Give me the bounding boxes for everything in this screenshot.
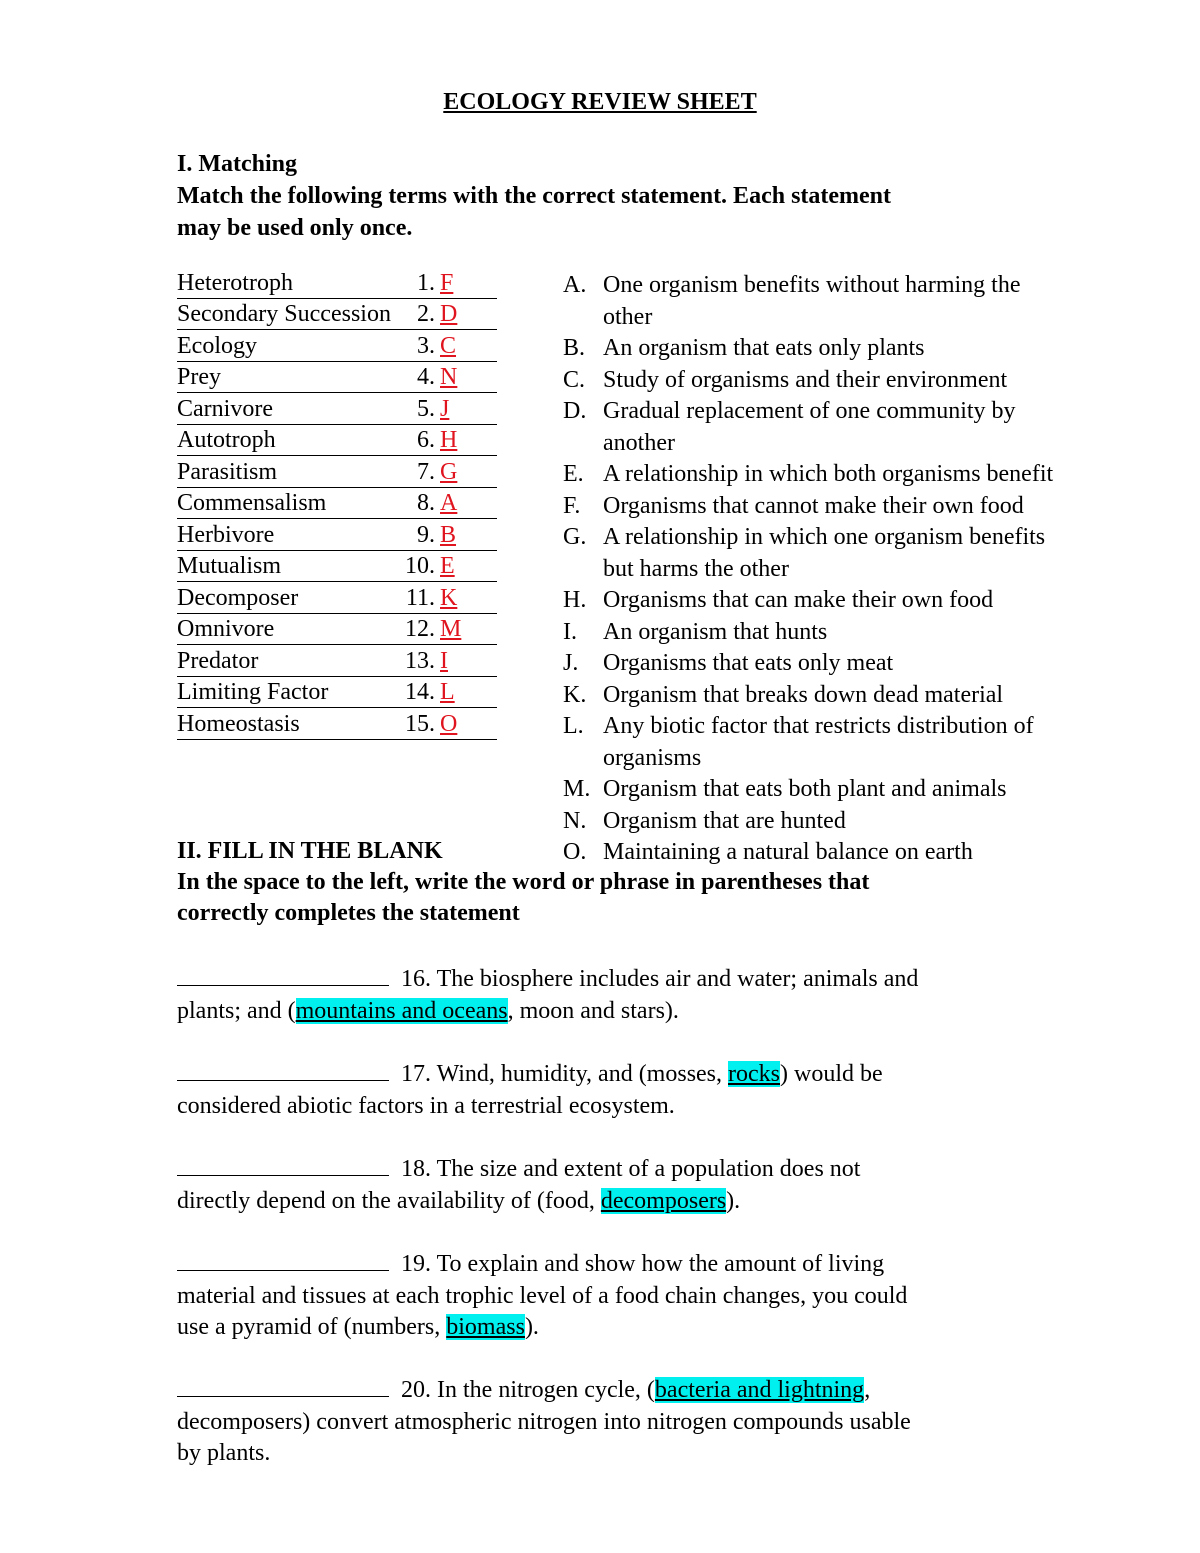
statement-text: An organism that hunts — [603, 618, 828, 645]
term-number: 12. — [405, 616, 435, 642]
term-number: 9. — [417, 522, 435, 548]
term-answer: E — [440, 553, 455, 579]
answer-blank[interactable] — [177, 1151, 389, 1176]
term-label: Secondary Succession — [177, 301, 391, 327]
term-row — [177, 394, 497, 425]
highlighted-answer: bacteria and lightning — [654, 1377, 865, 1403]
question-20 — [177, 1372, 1077, 1470]
question-line — [177, 996, 1077, 1028]
statement-text: Maintaining a natural balance on earth — [603, 839, 973, 865]
matching-instruction-line2: may be used only once. — [177, 215, 413, 241]
term-number: 8. — [417, 490, 435, 516]
term-row — [177, 425, 497, 456]
answer-blank[interactable] — [177, 961, 389, 986]
term-label: Autotroph — [177, 427, 276, 453]
question-text: 17. Wind, humidity, and (mosses, — [401, 1061, 729, 1087]
term-answer: O — [440, 711, 458, 737]
term-label: Carnivore — [177, 396, 273, 422]
question-19 — [177, 1246, 1077, 1344]
term-answer: B — [440, 522, 457, 548]
term-label: Commensalism — [177, 490, 327, 516]
statement-text-cont: but harms the other — [603, 555, 789, 582]
question-line — [177, 1056, 1077, 1091]
question-line — [177, 1151, 1077, 1186]
term-number: 7. — [417, 459, 435, 485]
question-text: 16. The biosphere includes air and water; animals and — [401, 966, 919, 992]
statement-text: A relationship in which one organism benefits — [603, 524, 1046, 550]
question-17 — [177, 1056, 1077, 1122]
term-answer: M — [440, 616, 462, 642]
question-text: ). — [524, 1314, 539, 1340]
question-text: by plants. — [177, 1440, 271, 1466]
term-label: Heterotroph — [177, 270, 293, 296]
statement-text: Organisms that can make their own food — [603, 587, 994, 613]
answer-blank[interactable] — [177, 1056, 389, 1081]
term-answer: G — [440, 459, 458, 485]
term-row — [177, 583, 497, 614]
statement-letter: A. — [563, 272, 587, 298]
term-answer: F — [440, 270, 454, 296]
statement-letter: F. — [563, 492, 581, 519]
term-row — [177, 551, 497, 582]
term-row — [177, 362, 497, 393]
term-answer: D — [440, 301, 458, 327]
question-text: , moon and stars). — [507, 997, 679, 1024]
statement-text: Organism that breaks down dead material — [603, 681, 1004, 708]
term-label: Decomposer — [177, 585, 299, 611]
question-line — [177, 961, 1077, 996]
question-text: decomposers) convert atmospheric nitrogen into nitrogen compounds usable — [177, 1408, 911, 1435]
term-row — [177, 457, 497, 488]
question-line — [177, 1372, 1077, 1407]
statement-letter: E. — [563, 461, 584, 487]
statement-letter: M. — [563, 776, 591, 802]
term-answer: C — [440, 333, 457, 359]
matching-instruction-line1: Match the following terms with the correct statement. Each statement — [177, 183, 892, 209]
term-number: 5. — [417, 396, 435, 422]
term-row — [177, 646, 497, 677]
page-title: ECOLOGY REVIEW SHEET — [443, 89, 757, 115]
term-row — [177, 299, 497, 330]
statement-letter: J. — [563, 650, 579, 676]
answer-blank[interactable] — [177, 1372, 389, 1397]
term-row — [177, 614, 497, 645]
question-line — [177, 1438, 1077, 1470]
term-number: 14. — [405, 679, 435, 705]
statement-text-cont: another — [603, 429, 675, 456]
fill-in-instruction-line2: correctly completes the statement — [177, 900, 520, 926]
term-number: 1. — [417, 270, 435, 296]
statement-text-cont: organisms — [603, 744, 702, 771]
statement-letter: K. — [563, 681, 587, 708]
statement-letter: O. — [563, 839, 587, 865]
statement-text: Organism that eats both plant and animals — [603, 776, 1007, 802]
term-label: Homeostasis — [177, 711, 300, 737]
term-answer: A — [440, 490, 458, 516]
statement-letter: D. — [563, 398, 587, 424]
statement-letter: L. — [563, 713, 584, 739]
statement-letter: C. — [563, 366, 586, 393]
statement-letter: N. — [563, 807, 587, 834]
question-text: 20. In the nitrogen cycle, ( — [401, 1377, 655, 1403]
question-text: directly depend on the availability of (food, — [177, 1187, 601, 1214]
statement-text: An organism that eats only plants — [603, 335, 925, 361]
statement-letter: H. — [563, 587, 587, 613]
question-text: ) would be — [780, 1061, 883, 1087]
fill-in-instruction-line1: In the space to the left, write the word or phrase in parentheses that — [177, 869, 870, 895]
statement-text: Organisms that cannot make their own food — [603, 492, 1024, 519]
question-16 — [177, 961, 1077, 1027]
question-line — [177, 1281, 1077, 1313]
question-text: , — [864, 1377, 871, 1403]
term-row — [177, 520, 497, 551]
term-number: 10. — [405, 553, 435, 579]
term-number: 15. — [405, 711, 435, 737]
term-row — [177, 488, 497, 519]
question-text: 19. To explain and show how the amount of living — [401, 1251, 885, 1277]
term-row — [177, 331, 497, 362]
question-line — [177, 1186, 1077, 1218]
term-answer: N — [440, 364, 458, 390]
term-label: Mutualism — [177, 553, 282, 579]
term-number: 2. — [417, 301, 435, 327]
statement-text: A relationship in which both organisms benefit — [603, 461, 1054, 487]
question-text: use a pyramid of (numbers, — [177, 1314, 447, 1340]
term-number: 11. — [405, 585, 435, 611]
term-label: Limiting Factor — [177, 679, 329, 705]
question-text: ). — [726, 1187, 741, 1214]
statement-letter: I. — [563, 618, 577, 645]
term-number: 6. — [417, 427, 435, 453]
term-row — [177, 709, 497, 740]
question-text: material and tissues at each trophic level of a food chain changes, you could — [177, 1282, 908, 1309]
question-line — [177, 1312, 1077, 1344]
question-line — [177, 1246, 1077, 1281]
term-row — [177, 677, 497, 708]
section-heading-matching: I. Matching — [177, 151, 297, 177]
statement-text: Any biotic factor that restricts distribution of — [603, 713, 1034, 739]
term-answer: K — [440, 585, 458, 611]
term-row — [177, 268, 497, 299]
question-line — [177, 1407, 1077, 1439]
highlighted-answer: mountains and oceans — [295, 997, 508, 1024]
question-text: plants; and ( — [177, 997, 296, 1024]
answer-blank[interactable] — [177, 1246, 389, 1271]
section-heading-fill-in: II. FILL IN THE BLANK — [177, 838, 443, 864]
highlighted-answer: biomass — [446, 1314, 525, 1340]
term-label: Herbivore — [177, 522, 275, 548]
term-label: Ecology — [177, 333, 257, 359]
question-line — [177, 1091, 1077, 1123]
term-label: Predator — [177, 648, 259, 674]
statement-text: Organism that are hunted — [603, 807, 846, 834]
statement-text: One organism benefits without harming the — [603, 272, 1021, 298]
term-answer: I — [440, 648, 448, 674]
term-number: 4. — [417, 364, 435, 390]
term-label: Parasitism — [177, 459, 277, 485]
term-number: 13. — [405, 648, 435, 674]
term-answer: H — [440, 427, 458, 453]
statement-letter: G. — [563, 524, 587, 550]
term-number: 3. — [417, 333, 435, 359]
term-label: Omnivore — [177, 616, 275, 642]
term-answer: L — [440, 679, 455, 705]
question-text: 18. The size and extent of a population does not — [401, 1156, 861, 1182]
statement-text-cont: other — [603, 303, 653, 330]
highlighted-answer: rocks — [728, 1061, 781, 1087]
question-18 — [177, 1151, 1077, 1217]
highlighted-answer: decomposers — [600, 1187, 727, 1214]
statement-text: Study of organisms and their environment — [603, 366, 1008, 393]
statement-text: Organisms that eats only meat — [603, 650, 894, 676]
question-text: considered abiotic factors in a terrestrial ecosystem. — [177, 1092, 675, 1119]
term-answer: J — [440, 396, 450, 422]
statement-text: Gradual replacement of one community by — [603, 398, 1016, 424]
term-label: Prey — [177, 364, 221, 390]
statement-letter: B. — [563, 335, 586, 361]
